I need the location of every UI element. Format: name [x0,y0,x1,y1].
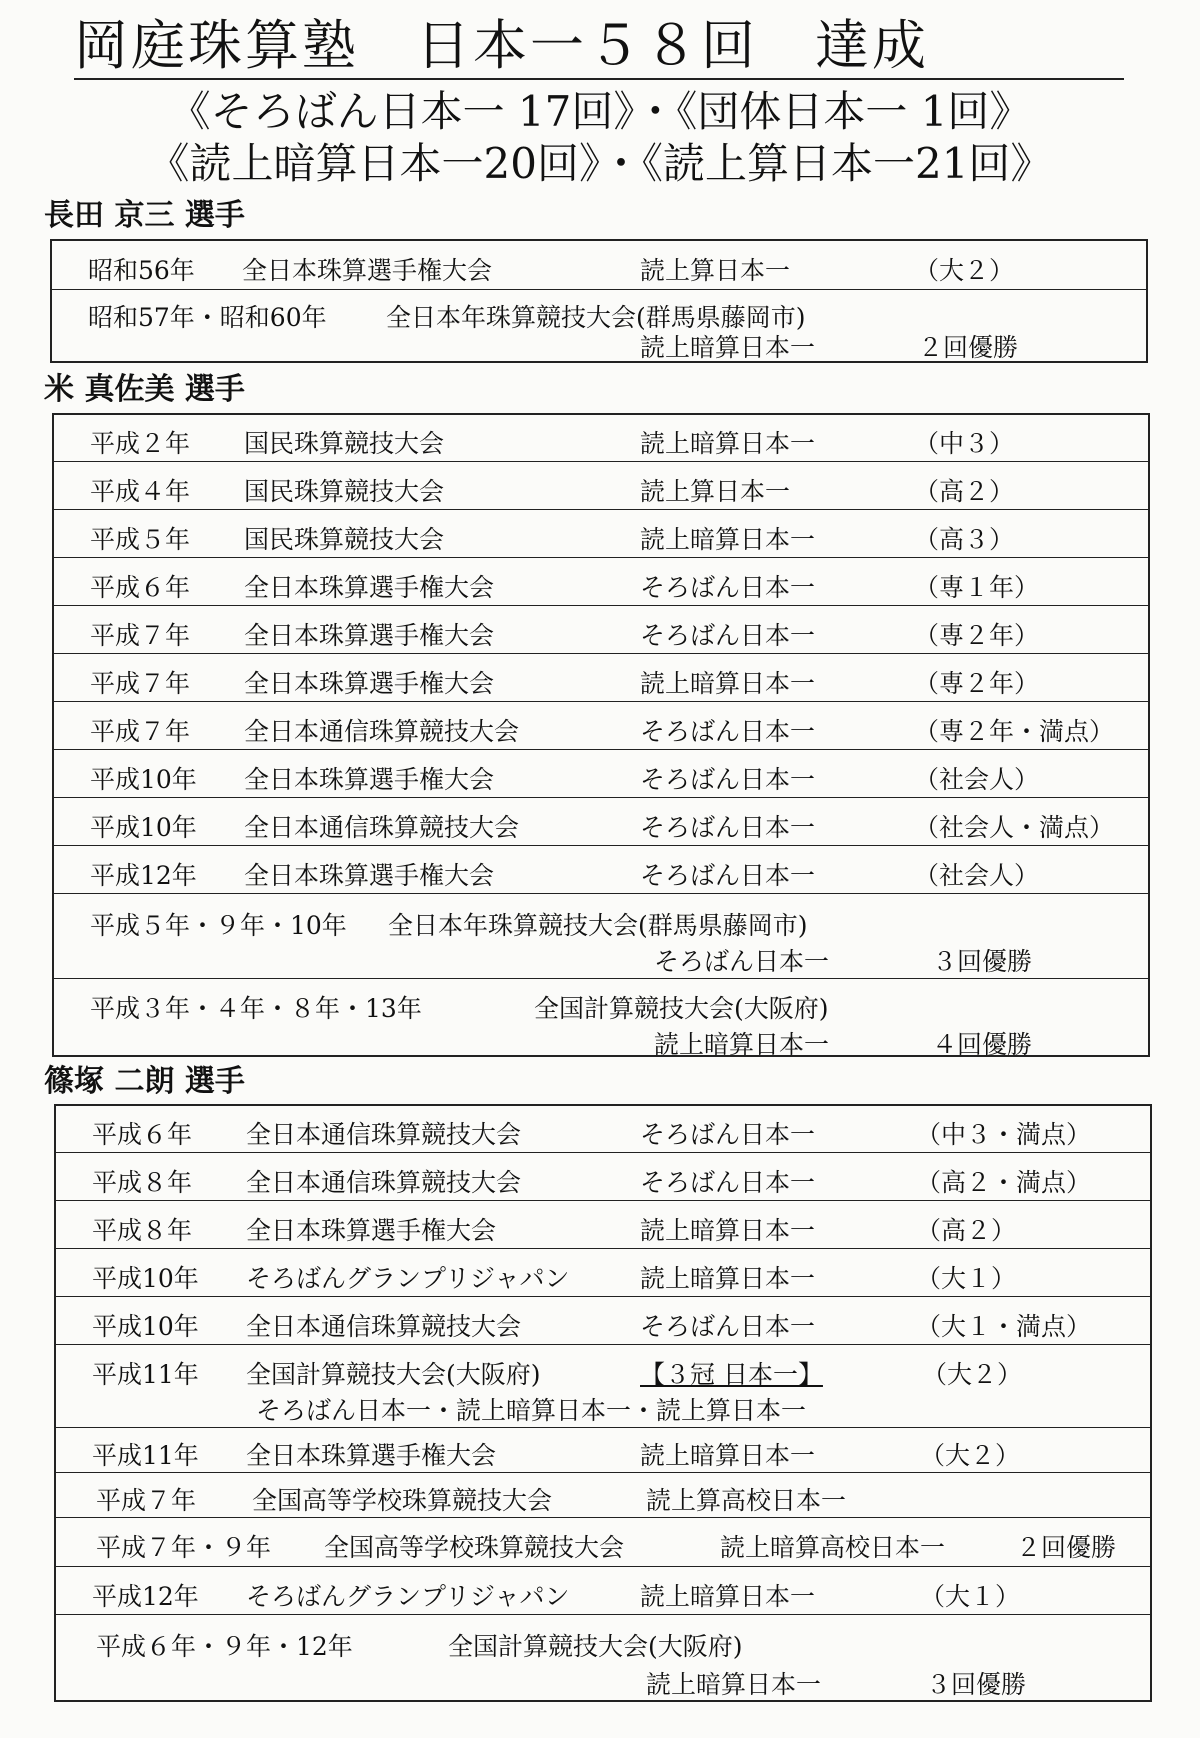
row-note: （大２） [920,1441,1021,1470]
row-note: ２回優勝 [1016,1533,1117,1562]
row-title: 読上暗算日本一 [640,1582,816,1611]
row-year: 平成11年 [92,1360,199,1389]
row-year: 平成５年 [90,525,191,554]
row-year: 平成２年 [90,429,191,458]
row-year: 平成８年 [92,1216,193,1245]
achievement-table [52,413,1150,1057]
row-year: 平成12年 [90,861,197,890]
row-note: （高２） [916,1216,1017,1245]
section-heading: 篠塚 二朗 選手 [44,1064,245,1099]
row-note: （社会人） [914,861,1040,890]
table-row [54,894,1148,979]
row-event: そろばんグランプリジャパン [246,1264,570,1293]
row-title: 読上暗算日本一 [640,525,816,554]
row-note: （中３） [914,429,1015,458]
table-row [56,1615,1150,1705]
row-note: ２回優勝 [918,333,1019,362]
row-year: 平成７年・９年 [96,1533,272,1562]
table-row [54,415,1148,462]
row-title: そろばん日本一 [640,621,816,650]
row-note: （大１） [920,1582,1021,1611]
row-note: （社会人・満点） [914,813,1115,842]
row-detail: そろばん日本一・読上暗算日本一・読上算日本一 [256,1396,807,1425]
table-row [54,702,1148,750]
row-note: ４回優勝 [932,1030,1033,1059]
row-year: 平成３年・４年・８年・13年 [90,994,422,1023]
row-title: そろばん日本一 [654,947,830,976]
row-title: 読上算日本一 [640,477,791,506]
table-row [54,750,1148,798]
row-year: 平成５年・９年・10年 [90,911,347,940]
row-year: 平成６年 [92,1120,193,1149]
table-row [54,510,1148,558]
row-event: 全国計算競技大会(大阪府) [534,994,829,1023]
table-row [56,1106,1150,1153]
table-row [56,1473,1150,1518]
row-note: （専２年・満点） [914,717,1115,746]
table-row [56,1201,1150,1249]
row-title: 読上暗算日本一 [646,1670,822,1699]
achievement-table [50,239,1148,363]
row-title: 読上暗算日本一 [640,1441,816,1470]
row-title: そろばん日本一 [640,573,816,602]
row-event: 全日本通信珠算競技大会 [246,1312,522,1341]
row-year: 平成11年 [92,1441,199,1470]
row-event: 全国計算競技大会(大阪府) [448,1632,743,1661]
row-note: （専２年） [914,669,1040,698]
row-year: 平成７年 [90,621,191,650]
row-note: （社会人） [914,765,1040,794]
table-row [54,462,1148,510]
row-title: そろばん日本一 [640,1120,816,1149]
row-year: 昭和57年・昭和60年 [88,303,327,332]
row-event: 全日本通信珠算競技大会 [244,717,520,746]
table-row [56,1518,1150,1567]
row-event: 国民珠算競技大会 [244,525,445,554]
row-title: 読上暗算日本一 [640,333,816,362]
row-event: 全国高等学校珠算競技大会 [324,1533,625,1562]
row-year: 平成６年 [90,573,191,602]
row-note: （高２） [914,477,1015,506]
row-title: 読上算高校日本一 [646,1486,847,1515]
row-event: 全日本通信珠算競技大会 [246,1168,522,1197]
row-title: 読上暗算日本一 [654,1030,830,1059]
row-year: 平成４年 [90,477,191,506]
row-event: 全日本珠算選手権大会 [244,573,495,602]
row-year: 平成12年 [92,1582,199,1611]
table-row [56,1297,1150,1345]
row-event: 全日本珠算選手権大会 [244,669,495,698]
row-event: 全国高等学校珠算競技大会 [252,1486,553,1515]
row-title: そろばん日本一 [640,1312,816,1341]
row-note: ３回優勝 [926,1670,1027,1699]
row-note: （大２） [922,1360,1023,1389]
row-year: 平成10年 [92,1312,199,1341]
row-title: 読上暗算日本一 [640,669,816,698]
row-title: 読上算日本一 [640,256,791,285]
row-title: 読上暗算高校日本一 [720,1533,946,1562]
row-event: 全日本珠算選手権大会 [244,621,495,650]
row-note: （専１年） [914,573,1040,602]
row-note: ３回優勝 [932,947,1033,976]
table-row [54,798,1148,846]
row-title: そろばん日本一 [640,1168,816,1197]
row-title: そろばん日本一 [640,717,816,746]
row-year: 平成10年 [92,1264,199,1293]
row-title: そろばん日本一 [640,765,816,794]
page-title: 岡庭珠算塾 日本一５８回 達成 [74,14,1124,80]
table-row [54,979,1148,1059]
achievement-table [54,1104,1152,1702]
table-row [56,1345,1150,1428]
triple-crown-label: 【３冠 日本一】 [640,1360,823,1389]
row-event: 全国計算競技大会(大阪府) [246,1360,541,1389]
table-row [54,846,1148,894]
row-note: （専２年） [914,621,1040,650]
row-title: 読上暗算日本一 [640,1216,816,1245]
table-row [56,1428,1150,1473]
row-note: （大１・満点） [916,1312,1092,1341]
table-row [54,558,1148,606]
page-subtitle-1: 《そろばん日本一 17回》・《団体日本一 1回》 [168,87,1032,136]
row-year: 平成７年 [90,669,191,698]
table-row [52,241,1146,290]
row-event: 全日本珠算選手権大会 [244,861,495,890]
row-year: 平成７年 [90,717,191,746]
section-heading: 米 真佐美 選手 [44,372,245,407]
row-title: 読上暗算日本一 [640,1264,816,1293]
page-subtitle-2: 《読上暗算日本一20回》・《読上算日本一21回》 [147,139,1053,188]
row-note: （大１） [916,1264,1017,1293]
row-event: 国民珠算競技大会 [244,477,445,506]
row-year: 平成７年 [96,1486,197,1515]
row-event: 全日本年珠算競技大会(群馬県藤岡市) [386,303,806,332]
section-heading: 長田 京三 選手 [44,198,245,233]
row-event: 全日本通信珠算競技大会 [244,813,520,842]
table-row [54,654,1148,702]
row-year: 平成10年 [90,813,197,842]
row-year: 平成８年 [92,1168,193,1197]
row-event: 全日本珠算選手権大会 [246,1216,497,1245]
row-note: （中３・満点） [916,1120,1092,1149]
table-row [54,606,1148,654]
table-row [56,1567,1150,1615]
row-year: 平成６年・９年・12年 [96,1632,353,1661]
row-year: 平成10年 [90,765,197,794]
row-event: 全日本珠算選手権大会 [246,1441,497,1470]
table-row [56,1153,1150,1201]
row-event: 全日本珠算選手権大会 [244,765,495,794]
row-event: 全日本通信珠算競技大会 [246,1120,522,1149]
row-year: 昭和56年 [88,256,195,285]
row-event: 全日本年珠算競技大会(群馬県藤岡市) [388,911,808,940]
table-row [56,1249,1150,1297]
row-event: 国民珠算競技大会 [244,429,445,458]
row-note: （高３） [914,525,1015,554]
row-event: そろばんグランプリジャパン [246,1582,570,1611]
row-title: そろばん日本一 [640,861,816,890]
row-title: 読上暗算日本一 [640,429,816,458]
row-title: そろばん日本一 [640,813,816,842]
row-note: （大２） [914,256,1015,285]
table-row [52,290,1146,360]
row-event: 全日本珠算選手権大会 [242,256,493,285]
row-note: （高２・満点） [916,1168,1092,1197]
